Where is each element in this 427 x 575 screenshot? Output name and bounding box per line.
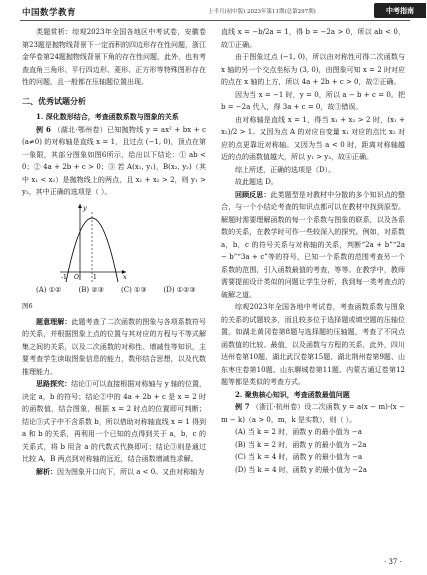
- solution-paragraph: [22, 466, 206, 479]
- right-column: [221, 26, 405, 476]
- options-ex7: [235, 426, 405, 476]
- paragraph: 直线 x = −b/2a = 1，得 b = −2a > 0，所以 ab < 0，故①正确。: [221, 28, 405, 49]
- example-7: [221, 401, 405, 426]
- example-6: [22, 124, 206, 199]
- topic-heading: 1. 深化数形结合，考查函数系数与图象的关系: [36, 112, 179, 121]
- example-text: 设二次函数 y = a(x − m)·(x − m − k)（a > 0，m，k 是实数），则（ ）。: [221, 403, 405, 424]
- section-brand: 中考指南: [374, 3, 426, 18]
- thinking-text: 结论①可以直接根据对称轴与 y 轴的位置，决定 a，b 的符号；结论②中的 4a + 2b + c 是 x = 2 时的函数值，结合图象，根据 x = 2 时点的位置即可判断；结论③式子中不含系数 b，所以借助对称轴直线 x = 1 得到 a 和 b 的关系，再利用一个已知的点得到关于 a，b，c 的关系式，将 b 用含 a 的代数式代换即可；结论③则是通过比较 A，B 两点到对称轴的远近，结合函数增减性求解。: [22, 380, 206, 463]
- example-source: （浙江·杭州卷）: [251, 403, 305, 411]
- option-a: (A) ①②: [36, 285, 62, 294]
- tick-1: 1: [93, 273, 97, 281]
- y-label: y: [83, 203, 87, 212]
- origin-label: O: [74, 273, 79, 281]
- solution-label: 解析：: [36, 466, 57, 476]
- left-column: [22, 26, 206, 478]
- page-number: · 37 ·: [384, 558, 402, 566]
- example-label: 例 7: [235, 402, 250, 411]
- figure-6: [22, 202, 206, 282]
- analysis-paragraph: [22, 316, 206, 379]
- example-text: 已知抛物线 y = ax² + bx + c (a≠0) 的对称轴是直线 x = 1，且过点 (−1, 0)，顶点在第一象限，其部分图象如图6所示，给出以下结论：① ab < 0；② 4a + 2b + c > 0；③ 若 A(x₁, y₁)，B(x₂, y₂)（其中 x₁ < x₂）是抛物线上的两点，且 x₁ + x₂ > 2，则 y₁ > y₂，其中正确的选项是（ ）。: [22, 125, 207, 196]
- review-text: 此类题型是对教材中分散的多个知识点的整合，与一个小结论考查的知识点都可以在教材中找到原型。解题时需要理解函数的每一个系数与图象的联系，以及各系数的关系，在教学时可作一些较深入的探究。例如，对系数 a，b，c 的符号关系与对称轴的关系，判断“2a + b”“2a − b”“3a + c”等的符号，已知一个系数的范围考查另一个系数的范围，引入函数最值的考查，等等。在教学中，教师需要提前设计类似的问题让学生分析，我到每一类考查点的破解之道。: [221, 190, 406, 299]
- page-header: [0, 0, 427, 22]
- option-a: (A) 当 k = 2 时，函数 y 的最小值为 −a: [235, 428, 362, 436]
- analysis-text: 此题考查了二次函数的图象与各项系数符号的关系，并根据图象上点的位置与其对应的方程与不等式解集之间的关系，以及二次函数的对称性、增减性等知识，主要考查学生读取图象信息的能力，数形结合思想，以及代数推理能力。: [22, 317, 207, 376]
- options-ex6: [36, 284, 206, 297]
- paragraph: 由于图象过点 (−1, 0)，所以由对称性可得二次函数与 x 轴的另一个交点坐标为 (3, 0)，由图象可知 x = 2 时对应的点在 x 轴的上方，所以 4a + 2b + c > 0，故②正确。: [221, 53, 405, 86]
- paragraph: 因为当 x = −1 时，y = 0，所以 a − b + c = 0。把 b = −2a 代入，得 3a + c = 0，故③错误。: [221, 90, 405, 111]
- journal-title: 中国数学教育: [22, 8, 77, 18]
- thinking-paragraph: [22, 378, 206, 466]
- example-label: 例 6: [36, 124, 51, 134]
- x-label: x: [123, 272, 127, 281]
- option-b: (B) 当 k = 2 时，函数 y 的最小值为 −2a: [235, 440, 367, 449]
- option-d: (D) ①②③: [163, 285, 196, 294]
- option-c: (C) ①③: [121, 285, 147, 294]
- paragraph: 故此题选 D。: [235, 178, 278, 186]
- paragraph: 综上所述，正确的选项是（D）。: [235, 165, 336, 174]
- review-paragraph: [221, 189, 405, 302]
- section-heading: 二、优秀试题分析: [22, 95, 86, 106]
- paragraph: 由对称轴是直线 x = 1，得当 x₁ + x₂ > 2 时，(x₁ + x₂)/2 > 1。又因为点 A 的对应自变量 x₁ 对应的点比 x₂ 对应的点更靠近对称轴。又因为当 a < 0 时，距离对称轴越近的点的函数值越大，所以 y₁ > y₂，故④正确。: [221, 115, 405, 161]
- topic-heading: 2. 聚焦核心知识，考查函数最值问题: [235, 389, 350, 399]
- solution-text: 因为图象开口向下，所以 a < 0。又由对称轴为: [57, 467, 205, 476]
- analysis-label: 题意理解：: [36, 316, 72, 326]
- paragraph: 类题赏析：综观2023年全国各地区中考试卷，安徽卷第23题是抛物线背景下一定而积的四边形存在性问题，浙江金华卷第24题抛物线背景下角的存在性问题，此外，也有考查直角三角形、平行四边形、菱形、正方形等特殊图形存在性的问题，且一般都在压轴题位置出现。: [22, 28, 206, 86]
- issue-info: 上半月(初中版) 2023年第11期(总第297期): [208, 9, 316, 15]
- review-label: 回顾反思：: [235, 189, 271, 199]
- option-c: (C) 当 k = 4 时，函数 y 的最小值为 −a: [235, 453, 363, 461]
- parabola-graph: [22, 202, 206, 282]
- example-source: （湖北·鄂州卷）: [53, 125, 108, 134]
- tick-neg1: -1: [61, 273, 67, 281]
- thinking-label: 思路探究：: [36, 379, 72, 388]
- option-d: (D) 当 k = 4 时，函数 y 的最小值为 −2a: [235, 465, 367, 474]
- figure-caption: 图6: [22, 302, 33, 310]
- y-axis-arrow: [78, 204, 82, 208]
- header-rule: [20, 20, 410, 21]
- paragraph: 综观2023年全国各地中考试卷，考查函数系数与图象的关系的试题较多，而且较多位于选择题或填空题的压轴位置，如湖北黄冈卷第8题与选择题的压轴题，考查了不同点函数值的比较、最值，以及函数与方程的关系，此外，四川达州卷第10题、湖北武汉卷第15题、湖北荆州卷第9题、山东枣庄卷第10题、山东聊城卷第11题、内蒙古通辽卷第12题等都是类似的考查方式。: [221, 303, 405, 386]
- option-b: (B) ②③: [78, 285, 104, 294]
